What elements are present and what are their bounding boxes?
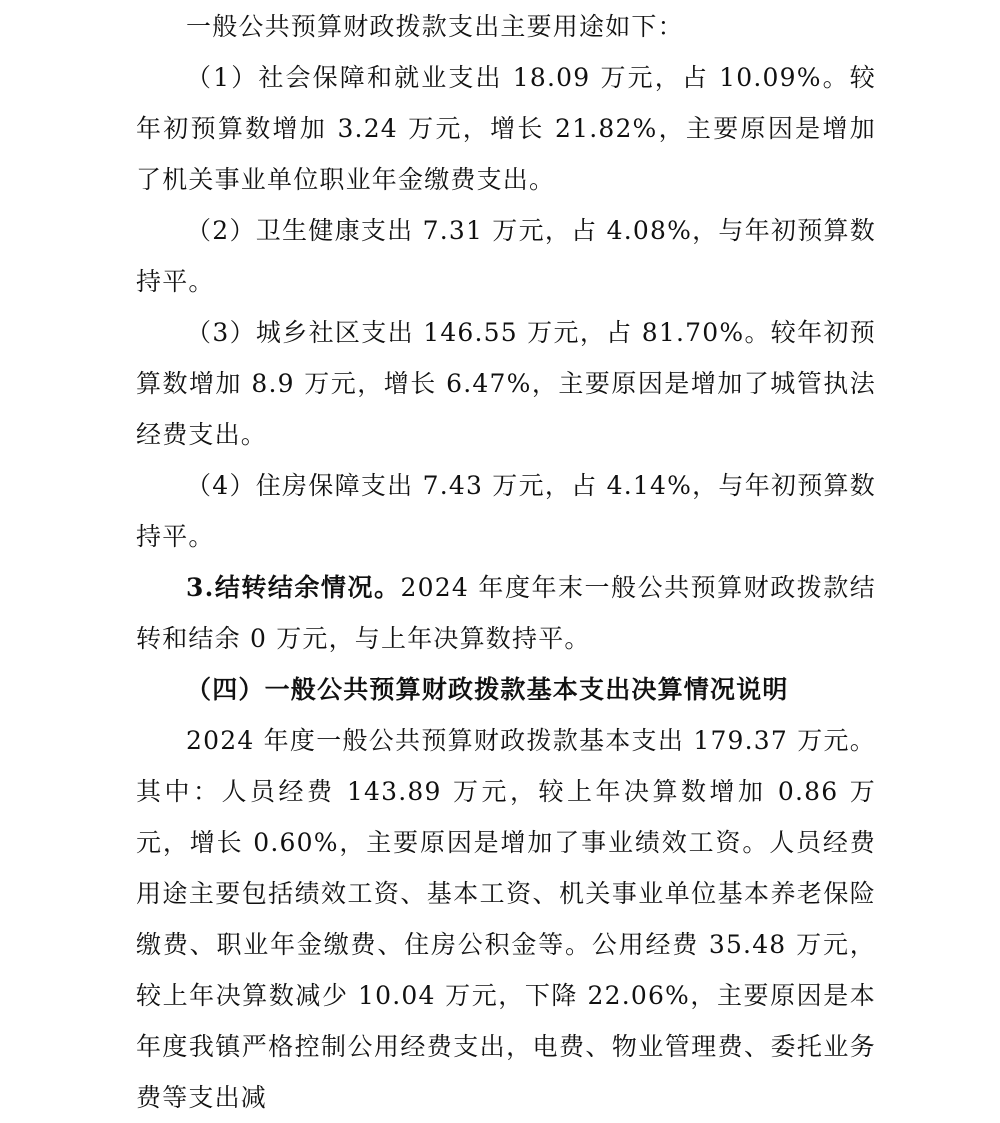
paragraph-expenditure-intro <box>136 1 876 52</box>
section-heading-text: （四）一般公共预算财政拨款基本支出决算情况说明 <box>186 675 789 704</box>
paragraph-text: 2024 年度一般公共预算财政拨款基本支出 179.37 万元。其中：人员经费 143.89 万元，较上年决算数增加 0.86 万元，增长 0.60%，主要原因是增加了事业绩效工资。人员经费用途主要包括绩效工资、基本工资、机关事业单位基本养老保险缴费、职业年金缴费、住房公积金等。公用经费 35.48 万元，较上年决算数减少 10.04 万元，下降 22.06%，主要原因是本年度我镇严格控制公用经费支出，电费、物业管理费、委托业务费等支出减 <box>136 726 876 1112</box>
document-page <box>136 0 876 1123</box>
paragraph-text: （4）住房保障支出 7.43 万元，占 4.14%，与年初预算数持平。 <box>136 471 876 551</box>
paragraph-social-security <box>136 52 876 205</box>
paragraph-text: （2）卫生健康支出 7.31 万元，占 4.08%，与年初预算数持平。 <box>136 216 876 296</box>
paragraph-text: （1）社会保障和就业支出 18.09 万元，占 10.09%。较年初预算数增加 3.24 万元，增长 21.82%，主要原因是增加了机关事业单位职业年金缴费支出。 <box>136 63 876 194</box>
paragraph-text: 一般公共预算财政拨款支出主要用途如下： <box>186 12 684 41</box>
paragraph-basic-expenditure <box>136 715 876 1123</box>
paragraph-health <box>136 205 876 307</box>
paragraph-housing <box>136 460 876 562</box>
paragraph-carryover <box>136 562 876 664</box>
section-heading-basic-expenditure <box>136 664 876 715</box>
paragraph-urban-rural <box>136 307 876 460</box>
paragraph-bold-lead: 3.结转结余情况。 <box>186 573 401 602</box>
paragraph-text: 2024 年度年末一般公共预算财政拨款结转和结余 0 万元，与上年决算数持平。 <box>136 573 876 653</box>
paragraph-text: （3）城乡社区支出 146.55 万元，占 81.70%。较年初预算数增加 8.9 万元，增长 6.47%，主要原因是增加了城管执法经费支出。 <box>136 318 876 449</box>
